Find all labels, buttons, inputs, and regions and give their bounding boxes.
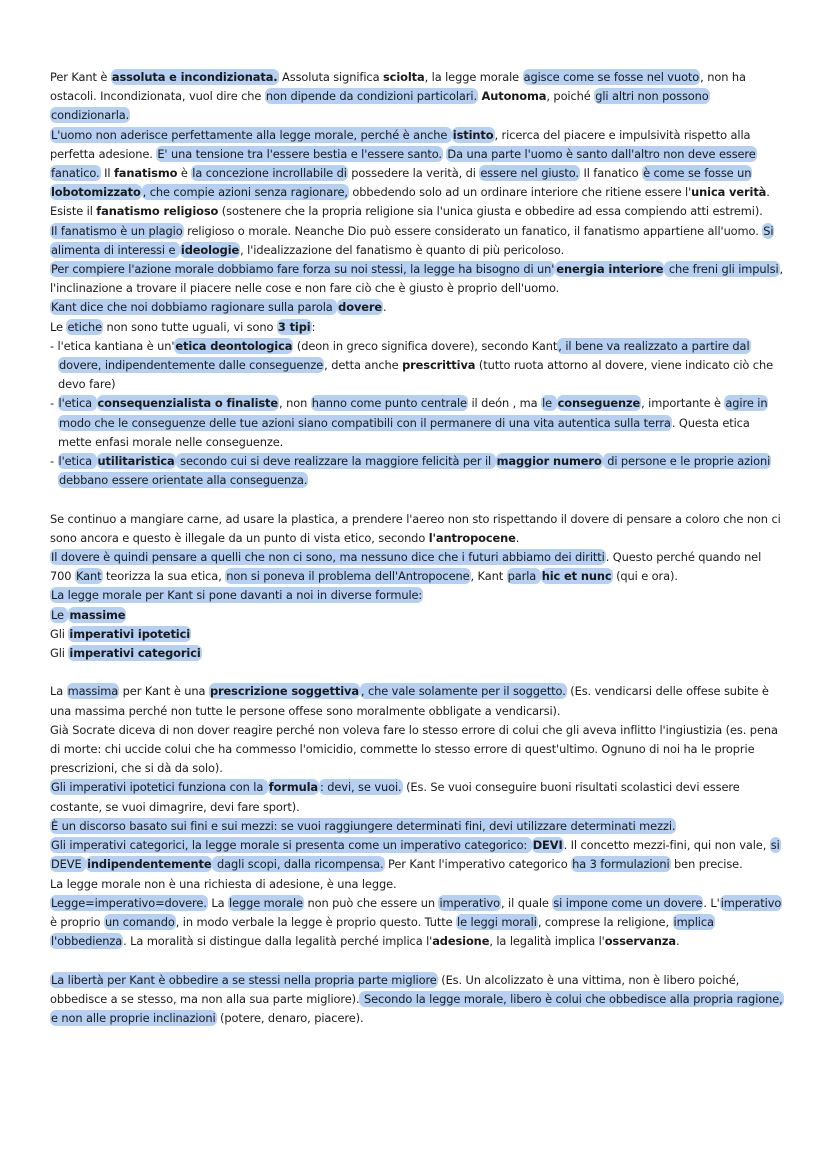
- highlighted-text: si DEVE: [51, 838, 780, 872]
- highlighted-text: maggior numero: [496, 454, 602, 469]
- text: , l'idealizzazione del fanatismo è quanto di più pericoloso.: [240, 242, 565, 257]
- highlighted-text: imperativi ipotetici: [69, 626, 191, 641]
- highlighted-text: Gli imperativi ipotetici funziona con la: [51, 780, 267, 795]
- paragraph: [50, 222, 784, 260]
- text: .: [675, 934, 680, 949]
- highlighted-text: imperativo: [720, 895, 782, 910]
- highlighted-text: un comando: [104, 914, 175, 929]
- highlighted-text: secondo cui si deve realizzare la maggiore felicità per il: [176, 454, 495, 469]
- text: . Questa etica mette enfasi morale nelle conseguenze.: [58, 415, 750, 449]
- paragraph: [50, 836, 784, 874]
- text: Per Kant è: [50, 70, 111, 84]
- highlighted-text: le: [542, 396, 556, 411]
- text: non può che essere un: [303, 895, 439, 910]
- paragraph: [50, 260, 784, 298]
- highlighted-text: di persone e le proprie azioni debbano essere orientate alla conseguenza.: [59, 454, 771, 488]
- text: Già Socrate diceva di non dover reagire perché non voleva fare lo stesso errore di colui che gli aveva inflitto l'ingiustizia (es. pena di morte: chi uccide colui che ha commesso l'omicidio, commette lo stesso errore di quest'ultimo. Ognuno di noi ha le proprie prescrizioni, che si dà da solo).: [50, 722, 778, 776]
- highlighted-text: Secondo la legge morale, libero è colui che obbedisce alla propria ragione, e non alle proprie inclinazioni: [51, 991, 783, 1025]
- bold-text: prescrittiva: [402, 358, 476, 373]
- highlighted-text: : devi, se vuoi.: [320, 780, 402, 795]
- text: (potere, denaro, piacere).: [216, 1010, 364, 1025]
- highlighted-text: , che vale solamente per il soggetto.: [360, 684, 566, 699]
- text: . Questo perché quando nel 700: [50, 550, 762, 584]
- paragraph: [50, 606, 784, 625]
- paragraph: [50, 548, 784, 586]
- paragraph: [50, 875, 784, 894]
- paragraph: [50, 817, 784, 836]
- highlighted-text: indipendentemente: [87, 857, 212, 872]
- highlighted-text: Gli imperativi categorici, la legge morale si presenta come un imperativo categorico:: [51, 838, 531, 853]
- text: . L': [703, 895, 720, 910]
- bold-text: fanatismo: [113, 166, 178, 181]
- text: Per Kant l'imperativo categorico: [384, 857, 572, 872]
- highlighted-text: consequenzialista o finaliste: [97, 396, 279, 411]
- highlighted-text: massima: [67, 684, 119, 699]
- highlighted-text: lobotomizzato: [51, 185, 141, 200]
- highlighted-text: La legge morale per Kant si pone davanti a noi in diverse formule:: [51, 588, 423, 603]
- paragraph-gap: [50, 490, 784, 509]
- text: (deon in greco significa dovere), secondo Kant: [293, 338, 558, 353]
- text: La: [207, 895, 228, 910]
- bold-text: sciolta: [382, 70, 425, 84]
- text: è: [177, 166, 192, 181]
- bold-text: fanatismo religioso: [96, 204, 219, 219]
- highlighted-text: massime: [69, 607, 126, 622]
- highlighted-text: È un discorso basato sui fini e sui mezzi: se vuoi raggiungere determinati fini, devi utilizzare determinati mezzi.: [51, 818, 676, 833]
- highlighted-text: utilitaristica: [97, 454, 175, 469]
- paragraph: [50, 586, 784, 605]
- highlighted-text: implica l'obbedienza: [51, 914, 714, 949]
- highlighted-text: è come se fosse un: [643, 166, 752, 181]
- text: .: [515, 530, 520, 545]
- paragraph: [50, 126, 784, 222]
- highlighted-text: assoluta e incondizionata.: [111, 70, 278, 84]
- highlighted-text: si impone come un dovere: [553, 895, 703, 910]
- text: . Esiste il: [50, 185, 770, 219]
- text: teorizza la sua etica,: [102, 569, 226, 584]
- highlighted-text: Legge=imperativo=dovere.: [51, 895, 207, 910]
- paragraph: [50, 778, 784, 816]
- highlighted-text: Kant dice che noi dobbiamo ragionare sulla parola: [51, 300, 337, 315]
- highlighted-text: hanno come punto centrale: [311, 396, 467, 411]
- text: La legge morale non è una richiesta di adesione, è una legge.: [50, 876, 397, 891]
- highlighted-text: La libertà per Kant è obbedire a se stessi nella propria parte migliore: [51, 972, 437, 987]
- highlighted-text: che freni gli impulsi: [665, 262, 779, 277]
- highlighted-text: le leggi morali: [457, 914, 537, 929]
- paragraph: [50, 644, 784, 663]
- highlighted-text: ideologie: [180, 242, 240, 257]
- paragraph: [50, 318, 784, 337]
- text: , ricerca del piacere e impulsività rispetto alla perfetta adesione.: [50, 127, 751, 161]
- text: ben precise.: [670, 857, 743, 872]
- paragraph-gap: [50, 663, 784, 682]
- highlighted-text: agisce come se fosse nel vuoto: [523, 70, 700, 84]
- highlighted-text: dovere: [338, 300, 383, 315]
- highlighted-text: prescrizione soggettiva: [209, 684, 359, 699]
- bold-text: Autonoma: [481, 89, 547, 104]
- text: (qui e ora).: [612, 569, 678, 584]
- text: (tutto ruota attorno al dovere, viene indicato ciò che devo fare): [58, 358, 773, 392]
- text: (sostenere che la propria religione sia l'unica giusta e obbedire ad essa compiendo atti estremi).: [218, 204, 763, 219]
- text: - l'etica kantiana è un': [50, 338, 175, 353]
- text: (Es. vendicarsi delle offese subite è una massima perché non tutte le persone offese sono moralmente obbligate a vendicarsi).: [50, 684, 769, 718]
- bold-text: unica verità: [691, 185, 767, 200]
- bold-text: adesione: [432, 934, 490, 949]
- list-item: [50, 394, 784, 452]
- text: è proprio: [50, 914, 104, 929]
- paragraph: [50, 510, 784, 548]
- list-item: [50, 337, 784, 395]
- highlighted-text: energia interiore: [556, 262, 664, 277]
- highlighted-text: essere nel giusto.: [480, 166, 579, 181]
- paragraph: [50, 68, 784, 126]
- highlighted-text: Kant: [75, 569, 102, 584]
- text: Se continuo a mangiare carne, ad usare la plastica, a prendere l'aereo non sto rispettando il dovere di pensare a coloro che non ci sono ancora e questo è illegale da un punto di vista etico, secondo: [50, 511, 781, 545]
- highlighted-text: non dipende da condizioni particolari.: [265, 89, 477, 104]
- text: , non ha ostacoli. Incondizionata, vuol dire che: [50, 70, 746, 104]
- highlighted-text: etica deontologica: [175, 338, 293, 353]
- text: , in modo verbale la legge è proprio questo. Tutte: [175, 914, 457, 929]
- text: , la legalità implica l': [489, 934, 605, 949]
- highlighted-text: dagli scopi, dalla ricompensa.: [213, 857, 384, 872]
- bold-text: l'antropocene: [428, 530, 516, 545]
- highlighted-text: l'etica: [58, 396, 96, 411]
- highlighted-text: etiche: [67, 319, 103, 334]
- text: , poiché: [546, 89, 595, 104]
- highlighted-text: Per compiere l'azione morale dobbiamo fare forza su noi stessi, la legge ha bisogno di un': [51, 262, 555, 277]
- highlighted-text: imperativo: [439, 895, 500, 910]
- text: Gli: [50, 646, 69, 661]
- highlighted-text: Da una parte l'uomo è santo dall'altro non deve essere fanatico.: [51, 146, 756, 181]
- bold-text: osservanza: [604, 934, 676, 949]
- text: il deón , ma: [467, 396, 542, 411]
- text: , Kant: [470, 569, 507, 584]
- highlighted-text: Le: [51, 607, 68, 622]
- text: possedere la verità, di: [347, 166, 480, 181]
- highlighted-text: l'etica: [58, 454, 96, 469]
- text: . La moralità si distingue dalla legalità perché implica l': [123, 934, 433, 949]
- text: . Il concetto mezzi-fini, qui non vale,: [563, 838, 770, 853]
- highlighted-text: 3 tipi: [277, 319, 311, 334]
- text: , detta anche: [324, 358, 403, 373]
- text: , comprese la religione,: [537, 914, 673, 929]
- text: La: [50, 684, 67, 699]
- highlighted-text: , che compie azioni senza ragionare,: [142, 185, 348, 200]
- highlighted-text: agire in modo che le conseguenze delle tue azioni siano compatibili con il permanere di una vita autentica sulla terra: [59, 396, 768, 430]
- highlighted-text: parla: [507, 569, 540, 584]
- highlighted-text: formula: [268, 780, 319, 795]
- highlighted-text: imperativi categorici: [69, 646, 201, 661]
- text: (Es. Se vuoi conseguire buoni risultati scolastici devi essere costante, se vuoi dimagrire, devi fare sport).: [50, 780, 740, 814]
- text: , non: [279, 396, 311, 411]
- highlighted-text: ha 3 formulazioni: [572, 857, 670, 872]
- text: Le: [50, 319, 67, 334]
- highlighted-text: conseguenze: [557, 396, 641, 411]
- paragraph: [50, 298, 784, 317]
- text: per Kant è una: [119, 684, 209, 699]
- paragraph: [50, 625, 784, 644]
- text: Gli: [50, 626, 69, 641]
- highlighted-text: Il dovere è quindi pensare a quelli che non ci sono, ma nessuno dice che i futuri abbiamo dei diritti: [51, 550, 605, 565]
- highlighted-text: E' una tensione tra l'essere bestia e l'essere santo.: [157, 146, 442, 161]
- text: -: [50, 396, 58, 411]
- text: (Es. Un alcolizzato è una vittima, non è libero poiché, obbedisce a se stesso, ma non alla sua parte migliore).: [50, 972, 740, 1006]
- highlighted-text: gli altri non possono condizionarla.: [51, 89, 709, 123]
- text: , la legge morale: [424, 70, 523, 84]
- highlighted-text: , il bene va realizzato a partire dal dovere, indipendentemente dalle conseguenze: [59, 338, 750, 373]
- text: religioso o morale. Neanche Dio può essere considerato un fanatico, il fanatismo appartiene all'uomo.: [183, 223, 763, 238]
- paragraph-gap: [50, 951, 784, 970]
- highlighted-text: legge morale: [229, 895, 303, 910]
- list-item: [50, 452, 784, 490]
- highlighted-text: Il fanatismo è un plagio: [51, 223, 183, 238]
- highlighted-text: la concezione incrollabile di: [192, 166, 347, 181]
- text: -: [50, 454, 58, 469]
- paragraph: [50, 682, 784, 720]
- text: Il: [100, 166, 114, 181]
- text: , l'inclinazione a trovare il piacere nelle cose e non fare ciò che è giusto è proprio dell'uomo.: [50, 262, 784, 296]
- text: obbedendo solo ad un ordinare interiore che ritiene essere l': [348, 185, 692, 200]
- highlighted-text: Si alimenta di interessi e: [51, 223, 774, 257]
- text: non sono tutte uguali, vi sono: [103, 319, 277, 334]
- highlighted-text: DEVI: [532, 838, 563, 853]
- paragraph: [50, 971, 784, 1029]
- text: Assoluta significa: [278, 70, 383, 84]
- text: , il quale: [501, 895, 553, 910]
- highlighted-text: L'uomo non aderisce perfettamente alla legge morale, perché è anche: [51, 127, 451, 142]
- highlighted-text: hic et nunc: [541, 569, 612, 584]
- text: , importante è: [641, 396, 725, 411]
- highlighted-text: non si poneva il problema dell'Antropocene: [226, 569, 470, 584]
- paragraph: [50, 721, 784, 779]
- text: Il fanatico: [579, 166, 643, 181]
- text: .: [383, 300, 387, 315]
- paragraph: [50, 894, 784, 952]
- text: :: [311, 319, 316, 334]
- highlighted-text: istinto: [452, 127, 494, 142]
